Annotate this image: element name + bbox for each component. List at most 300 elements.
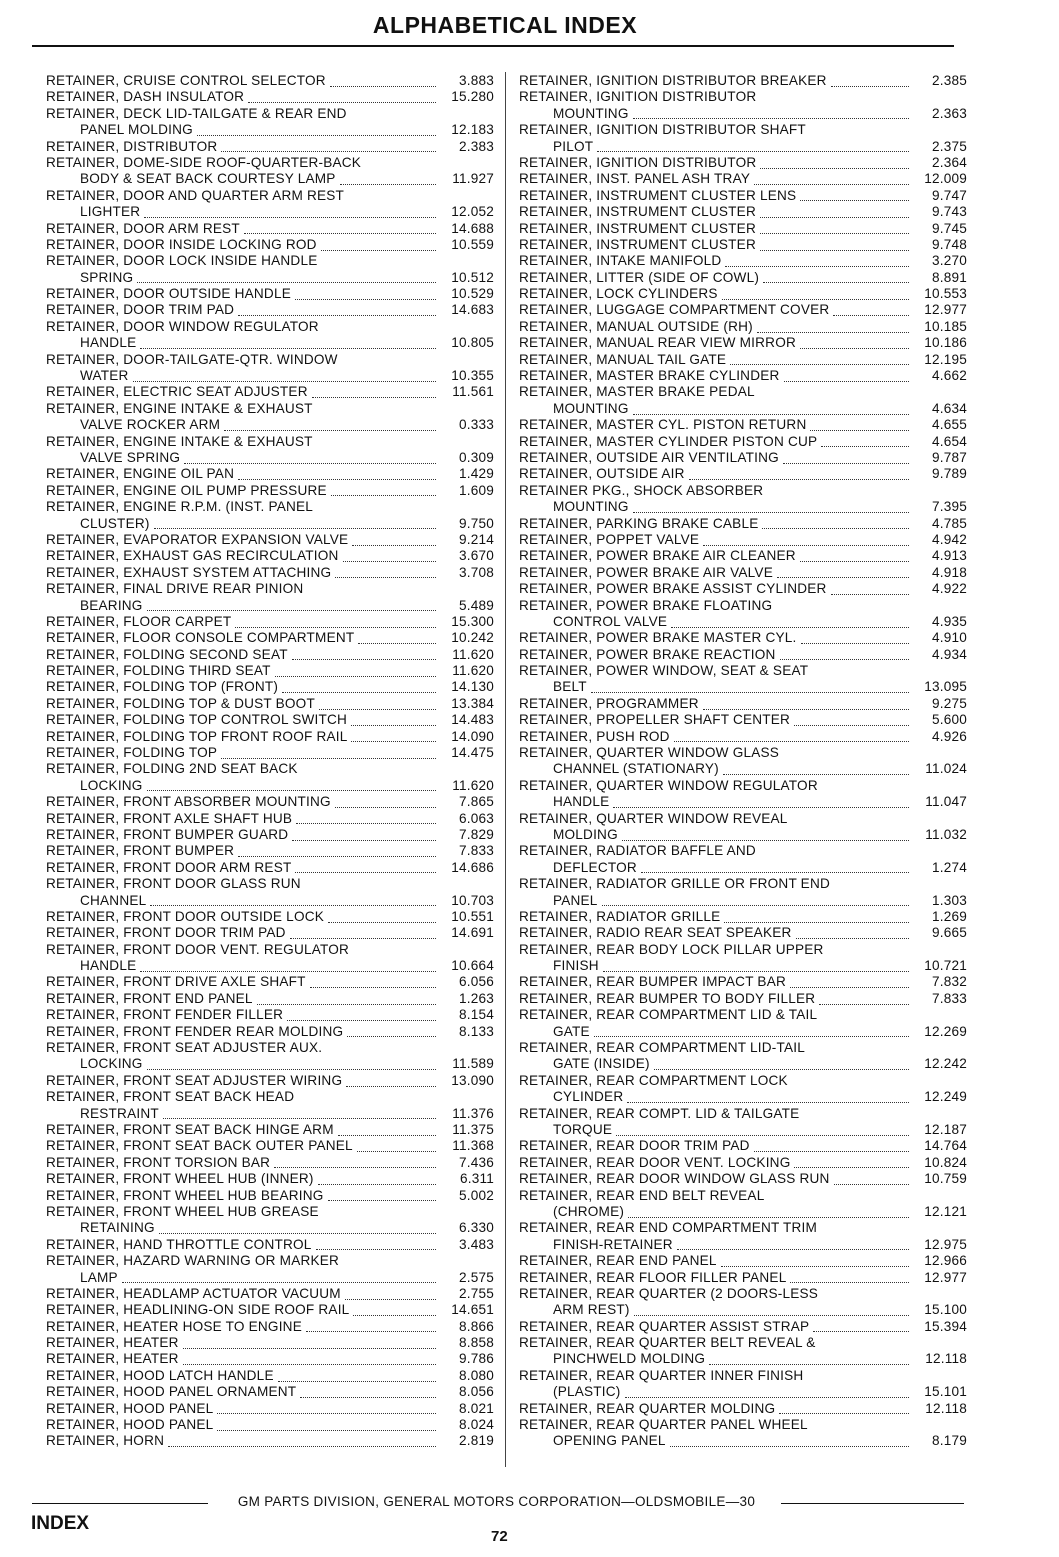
index-entry [46,1433,494,1449]
index-entry [519,909,967,925]
index-entry-name: RETAINER, DOOR TRIM PAD [46,302,235,318]
index-entry [519,925,967,941]
page-title: ALPHABETICAL INDEX [372,12,638,38]
index-entry-name: RETAINER, HOOD PANEL [46,1417,214,1433]
dot-leader [794,713,909,726]
dot-leader [833,303,909,316]
index-entry-name: RETAINING [80,1220,155,1236]
dot-leader [257,992,436,1005]
index-entry [519,761,967,777]
dot-leader [342,353,436,365]
index-entry [46,335,494,351]
index-entry [519,1237,967,1253]
index-entry-name: RETAINER, MANUAL TAIL GATE [519,351,727,367]
index-entry [519,548,967,564]
dot-leader [235,615,436,628]
index-entry [46,319,494,335]
index-entry-page-ref: 10.703 [451,892,494,908]
dot-leader [144,205,436,218]
dot-leader [331,483,436,496]
index-entry-name: RETAINER, QUARTER WINDOW GLASS [519,745,780,761]
index-entry-page-ref: 4.655 [931,417,967,433]
index-entry [519,1024,967,1040]
index-entry [519,335,967,351]
index-entry-page-ref: 1.429 [458,466,494,482]
index-entry [519,171,967,187]
dot-leader [800,188,909,201]
dot-leader [326,1041,436,1053]
index-entry-page-ref: 10.664 [451,958,494,974]
index-entry-page-ref: 2.375 [931,138,967,154]
dot-leader [163,1106,436,1119]
index-entry-page-ref: 11.024 [925,761,967,777]
index-entry [46,1024,494,1040]
index-entry-name: RETAINER, REAR QUARTER BELT REVEAL & [519,1335,816,1351]
index-entry [46,1253,494,1269]
index-entry-name: RETAINER, ENGINE INTAKE & EXHAUST [46,400,313,416]
index-entry [46,171,494,187]
index-entry-page-ref: 15.394 [924,1318,967,1334]
dot-leader [217,1401,436,1414]
index-entry [46,532,494,548]
dot-leader [757,320,909,333]
index-entry-page-ref: 10.759 [924,1171,967,1187]
index-entry-page-ref: 2.575 [458,1269,494,1285]
dot-leader [633,500,909,513]
dot-leader [790,1270,909,1283]
index-entry-name: RETAINER, EXHAUST GAS RECIRCULATION [46,548,339,564]
index-entry-name: RETAINER, REAR QUARTER PANEL WHEEL [519,1417,808,1433]
index-entry [46,647,494,663]
index-entry-page-ref: 10.512 [451,269,494,285]
dot-leader [321,238,436,251]
index-entry-page-ref: 14.688 [451,220,494,236]
index-entry-name: RETAINER, FOLDING THIRD SEAT [46,663,271,679]
index-entry [46,417,494,433]
index-entry-page-ref: 4.654 [931,433,967,449]
index-entry-page-ref: 8.179 [931,1433,967,1449]
dot-leader [353,1303,436,1316]
index-entry-page-ref: 10.721 [924,958,967,974]
index-entry-name: RETAINER, DOOR ARM REST [46,220,240,236]
index-entry-name: MOUNTING [553,105,629,121]
index-entry-page-ref: 2.363 [931,105,967,121]
index-entry-page-ref: 4.922 [931,581,967,597]
index-entry-name: RETAINER, INSTRUMENT CLUSTER [519,220,756,236]
index-entry-page-ref: 7.436 [458,1154,494,1170]
dot-leader [812,664,909,676]
index-entry-page-ref: 10.551 [451,908,494,924]
column-divider [505,72,506,1467]
index-entry-name: RETAINER, INSTRUMENT CLUSTER [519,236,756,252]
dot-leader [340,172,436,185]
index-entry [519,499,967,515]
index-entry-name: CLUSTER) [80,515,150,531]
index-entry-name: OPENING PANEL [553,1433,666,1449]
index-entry-page-ref: 8.021 [458,1400,494,1416]
index-entry [46,352,494,368]
dot-leader [159,1221,436,1234]
index-entry-page-ref: 11.368 [452,1138,494,1154]
index-entry [519,843,967,859]
index-entry [519,647,967,663]
index-entry [519,1089,967,1105]
dot-leader [784,369,910,382]
index-entry [46,516,494,532]
dot-leader [317,435,436,447]
dot-leader [338,1123,436,1136]
index-entry [46,302,494,318]
index-entry [519,1417,967,1433]
index-entry-name: RETAINER, PROPELLER SHAFT CENTER [519,712,791,728]
index-entry-name: RETAINER, FOLDING TOP & DUST BOOT [46,695,315,711]
index-entry-page-ref: 11.620 [452,777,494,793]
index-entry-name: RETAINER, LUGGAGE COMPARTMENT COVER [519,302,830,318]
index-entry-name: RETAINER, DOOR-TAILGATE-QTR. WINDOW [46,351,338,367]
index-entry-name: TORQUE [553,1122,613,1137]
index-entry [519,991,967,1007]
dot-leader [809,1041,909,1053]
index-entry-page-ref: 10.529 [451,286,494,302]
dot-leader [801,631,909,644]
index-entry-page-ref: 9.787 [931,449,967,465]
index-entry-name: RETAINER, REAR COMPARTMENT LID-TAIL [519,1040,805,1056]
index-entry-name: RETAINER, POPPET VALVE [519,531,700,547]
dot-leader [328,1188,437,1201]
index-entry-name: RETAINER, IGNITION DISTRIBUTOR [519,154,757,170]
index-entry-name: RETAINER, FOLDING TOP [46,745,218,761]
index-entry-page-ref: 5.600 [931,712,967,728]
dot-leader [724,910,909,923]
dot-leader [819,992,909,1005]
index-entry-page-ref: 11.375 [452,1122,494,1137]
dot-leader [305,877,436,889]
index-entry-name: CONTROL VALVE [553,613,668,629]
index-entry [46,729,494,745]
index-entry-name: RESTRAINT [80,1105,159,1121]
index-entry-name: LAMP [80,1269,118,1285]
dot-leader [238,844,436,857]
index-entry-page-ref: 14.764 [924,1138,967,1154]
index-entry-name: RETAINER, FRONT ABSORBER MOUNTING [46,794,331,810]
index-entry [519,139,967,155]
index-entry-name: RETAINER, HORN [46,1433,165,1449]
dot-leader [776,599,909,611]
index-entry-name: RETAINER, CRUISE CONTROL SELECTOR [46,73,326,88]
index-entry-page-ref: 3.483 [458,1236,494,1252]
index-entry-page-ref: 6.311 [459,1171,494,1187]
index-entry-name: MOUNTING [553,499,629,515]
dot-leader [353,943,436,955]
index-entry-name: RETAINER, FRONT BUMPER [46,843,235,859]
dot-leader [183,1352,436,1365]
index-entry [519,663,967,679]
index-entry [519,188,967,204]
index-entry-page-ref: 7.395 [931,499,967,515]
index-entry-name: RETAINER, FOLDING TOP FRONT ROOF RAIL [46,728,348,744]
index-entry [519,696,967,712]
index-entry [46,598,494,614]
index-entry [46,893,494,909]
index-entry-name: RETAINER, FRONT FENDER REAR MOLDING [46,1023,344,1039]
index-entry [519,401,967,417]
dot-leader [352,533,436,546]
index-entry-page-ref: 12.975 [924,1236,967,1252]
index-entry-name: RETAINER, EVAPORATOR EXPANSION VALVE [46,531,349,547]
index-entry [46,843,494,859]
index-entry-page-ref: 12.118 [925,1351,967,1367]
index-entry [46,89,494,105]
index-entry-name: RETAINER, INTAKE MANIFOLD [519,253,722,269]
index-entry-name: RETAINER, IGNITION DISTRIBUTOR [519,89,757,105]
dot-leader [709,1352,909,1365]
index-entry-page-ref: 10.553 [924,286,967,302]
index-entry [46,827,494,843]
dot-leader [821,1008,909,1020]
dot-leader [197,123,436,136]
dot-leader [348,189,436,201]
index-entry [519,581,967,597]
dot-leader [759,386,909,398]
dot-leader [248,90,436,103]
dot-leader [224,418,436,431]
dot-leader [290,926,436,939]
dot-leader [319,697,436,710]
dot-leader [674,729,909,742]
dot-leader [140,336,436,349]
index-entry [519,106,967,122]
index-entry-name: RETAINER, OUTSIDE AIR [519,466,685,482]
index-entry-name: RETAINER, FRONT SEAT BACK HEAD [46,1089,295,1105]
index-entry [46,876,494,892]
index-entry-name: MOUNTING [553,400,629,416]
index-entry [46,974,494,990]
index-entry-name: RETAINER, LOCK CYLINDERS [519,286,718,302]
index-entry-name: RETAINER, DOOR LOCK INSIDE HANDLE [46,253,318,269]
index-entry-name: RETAINER, FRONT DOOR TRIM PAD [46,925,286,941]
index-entry-page-ref: 14.683 [451,302,494,318]
index-entry [46,630,494,646]
index-entry-name: RETAINER, ELECTRIC SEAT ADJUSTER [46,384,308,400]
index-entry [46,614,494,630]
dot-leader [597,139,909,152]
index-entry [519,270,967,286]
index-entry-name: RETAINER, FRONT DOOR OUTSIDE LOCK [46,908,324,924]
index-entry-name: RETAINER, DECK LID-TAILGATE & REAR END [46,105,347,121]
index-entry-page-ref: 15.300 [451,613,494,629]
index-entry [519,155,967,171]
index-entry-name: FINISH-RETAINER [553,1236,673,1252]
dot-leader [828,943,909,955]
index-entry-name: CHANNEL [80,892,147,908]
index-entry [519,516,967,532]
index-entry [519,1433,967,1449]
index-entry-name: RETAINER, REAR DOOR TRIM PAD [519,1138,750,1154]
dot-leader [800,549,909,562]
dot-leader [622,828,909,841]
page-number: 72 [491,1528,508,1545]
index-entry-page-ref: 0.309 [458,449,494,465]
dot-leader [328,910,436,923]
dot-leader [641,860,909,873]
index-entry-page-ref: 14.475 [451,745,494,761]
index-entry [46,1106,494,1122]
dot-leader [628,1205,909,1218]
index-entry-page-ref: 2.819 [458,1433,494,1449]
index-entry-page-ref: 14.130 [451,679,494,695]
index-entry-name: RETAINER, QUARTER WINDOW REGULATOR [519,777,818,793]
index-entry-name: RETAINER, HEADLINING-ON SIDE ROOF RAIL [46,1302,350,1318]
index-entry-name: RETAINER, PUSH ROD [519,728,670,744]
index-entry-name: RETAINER, ENGINE OIL PUMP PRESSURE [46,482,327,498]
dot-leader [147,1057,436,1070]
index-entry-name: RETAINER, PARKING BRAKE CABLE [519,515,759,531]
index-entry-name: MOLDING [553,826,618,842]
dot-leader [754,172,909,185]
index-entry [46,1007,494,1023]
index-entry [46,270,494,286]
dot-leader [343,1254,436,1266]
index-entry-page-ref: 8.080 [458,1367,494,1383]
index-entry [519,253,967,269]
index-entry-name: RETAINER, DISTRIBUTOR [46,138,218,154]
index-column-right [519,73,967,1450]
index-entry-page-ref: 1.609 [458,482,494,498]
index-entry-name: RETAINER, FOLDING SECOND SEAT [46,646,288,662]
index-entry-page-ref: 8.056 [458,1384,494,1400]
index-column-left [46,73,494,1450]
index-entry [519,1138,967,1154]
index-entry-page-ref: 8.866 [458,1318,494,1334]
index-entry-name: RETAINER, FOLDING 2ND SEAT BACK [46,761,298,777]
dot-leader [779,1401,909,1414]
dot-leader [760,845,909,857]
dot-leader [603,959,909,972]
index-entry-page-ref: 8.154 [458,1007,494,1023]
index-entry-name: RETAINER, REAR END PANEL [519,1253,717,1269]
index-entry [46,122,494,138]
index-entry [519,712,967,728]
index-entry-name: RETAINER, REAR QUARTER (2 DOORS-LESS [519,1285,819,1301]
index-entry [46,761,494,777]
index-entry [46,909,494,925]
index-entry-page-ref: 9.743 [931,204,967,220]
index-entry-name: RETAINER, FRONT TORSION BAR [46,1154,271,1170]
index-entry-page-ref: 4.910 [931,630,967,646]
dot-leader [358,631,436,644]
index-entry [519,1220,967,1236]
dot-leader [221,746,436,759]
index-entry [519,237,967,253]
index-entry [519,860,967,876]
index-entry-name: ARM REST) [553,1302,630,1318]
dot-leader [295,287,436,300]
dot-leader [822,1287,909,1299]
index-entry-page-ref: 2.385 [931,73,967,88]
index-entry-page-ref: 14.686 [451,859,494,875]
index-entry-name: RETAINER, REAR QUARTER ASSIST STRAP [519,1318,810,1334]
index-entry-name: HANDLE [80,958,137,974]
index-entry-page-ref: 10.242 [451,630,494,646]
index-entry-page-ref: 2.364 [931,154,967,170]
footer-rule-left [32,1503,208,1504]
index-entry-name: RETAINER, DOOR INSIDE LOCKING ROD [46,236,317,252]
index-entry-page-ref: 13.090 [451,1072,494,1088]
title-rule [32,45,954,47]
index-entry-page-ref: 12.195 [924,351,967,367]
index-entry [519,811,967,827]
index-entry-name: RETAINER, INSTRUMENT CLUSTER [519,204,756,220]
index-entry [46,1417,494,1433]
index-entry [519,598,967,614]
dot-leader [298,1090,436,1102]
dot-leader [282,680,436,693]
index-entry-name: RETAINER, MASTER BRAKE PEDAL [519,384,755,400]
index-entry-name: RETAINER, HAZARD WARNING OR MARKER [46,1253,340,1269]
index-entry-name: RETAINER, POWER BRAKE FLOATING [519,597,773,613]
index-entry-name: RETAINER, FRONT SEAT ADJUSTER WIRING [46,1072,343,1088]
index-entry-name: RETAINER, DOME-SIDE ROOF-QUARTER-BACK [46,154,362,170]
dot-leader [722,287,909,300]
index-entry-page-ref: 4.785 [931,515,967,531]
dot-leader [292,828,436,841]
index-entry-page-ref: 9.214 [458,531,494,547]
index-entry-page-ref: 0.333 [458,417,494,433]
index-entry-page-ref: 12.977 [924,1269,967,1285]
index-entry-name: PINCHWELD MOLDING [553,1351,706,1367]
index-entry [46,1171,494,1187]
index-entry [519,1007,967,1023]
index-entry [46,384,494,400]
index-entry-name: RETAINER, FINAL DRIVE REAR PINION [46,581,304,597]
dot-leader [777,565,909,578]
index-entry [46,1286,494,1302]
index-entry [46,237,494,253]
dot-leader [296,811,436,824]
index-entry [519,1302,967,1318]
dot-leader [274,1155,436,1168]
index-entry-page-ref: 11.376 [452,1105,494,1121]
index-entry [46,368,494,384]
index-entry-name: RETAINER, EXHAUST SYSTEM ATTACHING [46,564,332,580]
footer-rule-right [781,1503,964,1504]
index-entry-page-ref: 14.691 [451,925,494,941]
index-entry [519,368,967,384]
index-entry-page-ref: 9.786 [458,1351,494,1367]
index-entry [519,614,967,630]
index-entry-name: RETAINER, INST. PANEL ASH TRAY [519,171,751,187]
index-entry-page-ref: 12.121 [924,1203,967,1219]
dot-leader [302,763,436,775]
index-entry-name: RETAINER, REAR QUARTER MOLDING [519,1400,776,1416]
dot-leader [821,434,909,447]
dot-leader [278,1369,436,1382]
index-entry [46,778,494,794]
dot-leader [335,565,436,578]
dot-leader [677,1237,909,1250]
index-entry [519,286,967,302]
index-entry-page-ref: 3.708 [458,564,494,580]
index-entry [519,532,967,548]
index-entry [519,1073,967,1089]
index-entry-name: SPRING [80,269,134,285]
index-entry [519,1335,967,1351]
dot-leader [807,1369,909,1381]
index-entry [46,253,494,269]
index-entry-name: RETAINER, FLOOR CONSOLE COMPARTMENT [46,630,355,646]
dot-leader [754,1139,909,1152]
index-entry-name: RETAINER, ENGINE INTAKE & EXHAUST [46,433,313,449]
